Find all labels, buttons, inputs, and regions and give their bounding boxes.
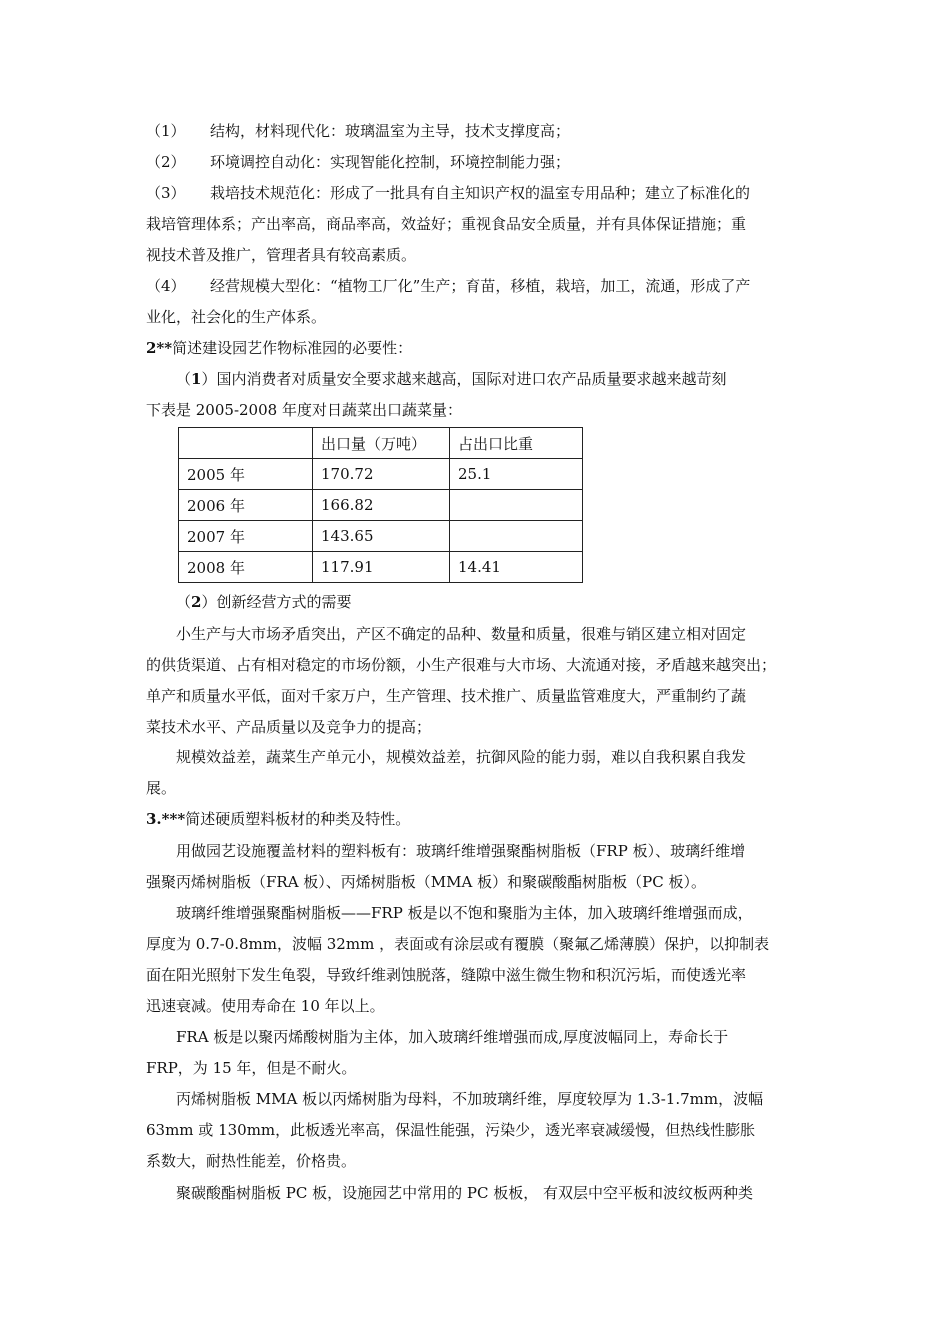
table-header-cell: 出口量（万吨）	[313, 428, 450, 459]
table-row	[179, 521, 583, 552]
paragraph: 玻璃纤维增强聚酯树脂板——FRP 板是以不饱和聚脂为主体，加入玻璃纤维增强而成， 厚度为 0.7-0.8mm，波幅 32mm ，表面或有涂层或有覆膜（聚氟乙烯薄膜）保护，以抑制表 面在阳光照射下发生龟裂，导致纤维剥蚀脱落，缝隙中滋生微生物和积沉污垢，而使透光率 迅速衰减。使用寿命在 10 年以上。	[146, 904, 770, 1015]
table-header-cell	[179, 428, 313, 459]
paragraph-text: ）国内消费者对质量安全要求越来越高，国际对进口农产品质量要求越来越苛刻	[201, 370, 727, 388]
table-cell: 170.72	[313, 459, 450, 490]
heading-text: 简述建设园艺作物标准园的必要性：	[172, 339, 413, 357]
paragraph: 规模效益差，蔬菜生产单元小，规模效益差，抗御风险的能力弱，难以自我积累自我发 展。	[146, 748, 747, 797]
paragraph	[146, 587, 808, 618]
table-cell: 25.1	[450, 459, 583, 490]
table-cell	[450, 490, 583, 521]
paragraph: 丙烯树脂板 MMA 板以丙烯树脂为母料，不加玻璃纤维，厚度较厚为 1.3-1.7mm，波幅 63mm 或 130mm，此板透光率高，保温性能强，污染少，透光率衰减缓慢，但热线性膨胀 系数大，耐热性能差，价格贵。	[146, 1090, 764, 1170]
list-text: 结构，材料现代化：玻璃温室为主导，技术支撑度高；	[210, 122, 571, 140]
table-cell: 2008 年	[179, 552, 313, 583]
list-item	[146, 178, 808, 271]
paragraph: 用做园艺设施覆盖材料的塑料板有：玻璃纤维增强聚酯树脂板（FRP 板）、玻璃纤维增 强聚丙烯树脂板（FRA 板）、丙烯树脂板（MMA 板）和聚碳酸酯树脂板（PC 板）。	[146, 842, 746, 891]
heading-number: 3.***	[146, 810, 186, 828]
table-row	[179, 490, 583, 521]
table-cell: 143.65	[313, 521, 450, 552]
table-cell: 166.82	[313, 490, 450, 521]
section-heading	[146, 804, 808, 835]
table-cell: 2007 年	[179, 521, 313, 552]
table-caption: 下表是 2005-2008 年度对日蔬菜出口蔬菜量：	[146, 401, 462, 419]
paragraph: 小生产与大市场矛盾突出，产区不确定的品种、数量和质量，很难与销区建立相对固定 的供货渠道、占有相对稳定的市场份额，小生产很难与大市场、大流通对接，矛盾越来越突出； 单产和质量水平低，面对千家万户，生产管理、技术推广、质量监管难度大，严重制约了蔬 菜技术水平、产品质量以及竞争力的提高；	[146, 625, 777, 736]
section-heading	[146, 333, 808, 364]
table-row	[179, 459, 583, 490]
table-cell	[450, 521, 583, 552]
item-number: 1	[191, 370, 202, 388]
table-header-row	[179, 428, 583, 459]
table-cell: 14.41	[450, 552, 583, 583]
list-line: 栽培管理体系；产出率高，商品率高，效益好；重视食品安全质量，并有具体保证措施；重	[146, 215, 747, 233]
table-header-cell: 占出口比重	[450, 428, 583, 459]
list-text: 栽培技术规范化：形成了一批具有自主知识产权的温室专用品种；建立了标准化的	[210, 184, 751, 202]
item-number: 2	[191, 593, 202, 611]
table-cell: 117.91	[313, 552, 450, 583]
list-item	[146, 116, 808, 147]
paragraph-text: ）创新经营方式的需要	[201, 593, 352, 611]
paren: （	[176, 370, 192, 388]
list-item	[146, 271, 808, 333]
list-line	[146, 147, 808, 178]
list-text: 经营规模大型化：“植物工厂化”生产；育苗，移植，栽培，加工，流通，形成了产	[210, 277, 751, 295]
table-cell: 2005 年	[179, 459, 313, 490]
table-row	[179, 552, 583, 583]
list-number: （3）	[146, 184, 186, 202]
paragraph	[146, 364, 808, 426]
paragraph: FRA 板是以聚丙烯酸树脂为主体，加入玻璃纤维增强而成,厚度波幅同上，寿命长于 FRP，为 15 年，但是不耐火。	[146, 1028, 729, 1077]
export-table	[178, 427, 583, 583]
list-number: （2）	[146, 153, 186, 171]
list-number: （4）	[146, 277, 186, 295]
list-line: 业化，社会化的生产体系。	[146, 308, 327, 326]
list-line: 视技术普及推广，管理者具有较高素质。	[146, 246, 417, 264]
list-text: 环境调控自动化：实现智能化控制，环境控制能力强；	[210, 153, 571, 171]
list-item	[146, 147, 808, 178]
list-line	[146, 116, 808, 147]
paragraph: 聚碳酸酯树脂板 PC 板，设施园艺中常用的 PC 板板， 有双层中空平板和波纹板两种类	[176, 1184, 753, 1202]
heading-text: 简述硬质塑料板材的种类及特性。	[185, 810, 411, 828]
heading-number: 2**	[146, 339, 173, 357]
list-number: （1）	[146, 122, 186, 140]
table-cell: 2006 年	[179, 490, 313, 521]
list-line	[146, 178, 808, 209]
paren: （	[176, 593, 192, 611]
list-line	[146, 271, 808, 302]
